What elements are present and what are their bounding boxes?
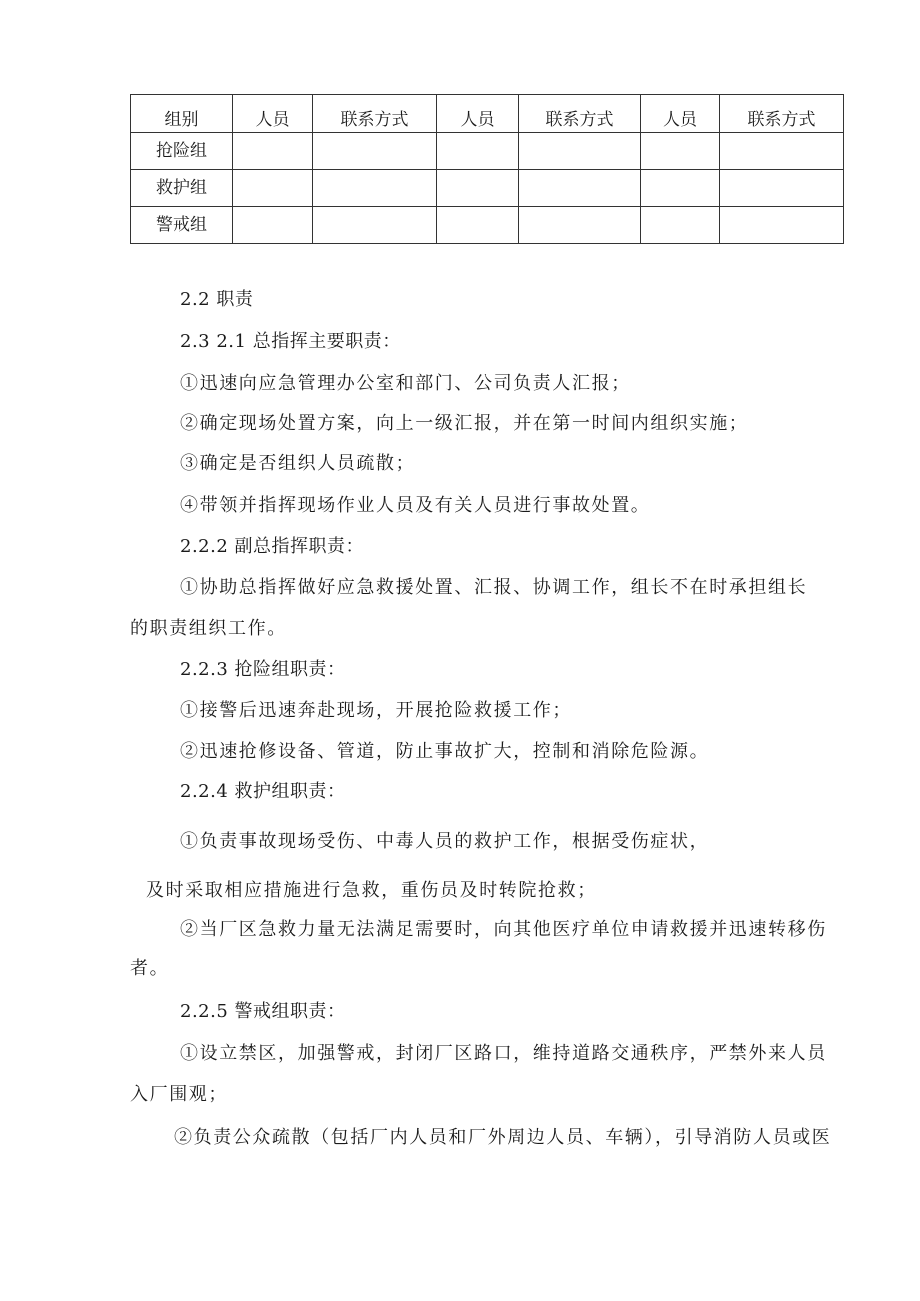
section-heading: 2.2.2 副总指挥职责：	[180, 536, 365, 557]
section-heading: 2.3 2.1 总指挥主要职责：	[180, 331, 401, 352]
table-cell	[641, 133, 720, 170]
paragraph-line: ②负责公众疏散（包括厂内人员和厂外周边人员、车辆），引导消防人员或医	[174, 1127, 832, 1148]
table-cell	[641, 207, 720, 244]
table-cell	[313, 133, 437, 170]
table-cell	[720, 207, 844, 244]
paragraph-line: 及时采取相应措施进行急救，重伤员及时转院抢救；	[146, 880, 597, 901]
paragraph-line: ②确定现场处置方案，向上一级汇报，并在第一时间内组织实施；	[180, 413, 749, 434]
table-cell	[233, 207, 313, 244]
table-cell	[720, 133, 844, 170]
table-cell	[313, 207, 437, 244]
paragraph-line: ①设立禁区，加强警戒，封闭厂区路口，维持道路交通秩序，严禁外来人员	[180, 1043, 827, 1064]
paragraph-line: 入厂围观；	[130, 1084, 228, 1105]
paragraph-line: ②当厂区急救力量无法满足需要时，向其他医疗单位申请救援并迅速转移伤	[180, 919, 827, 940]
table-row	[131, 170, 844, 207]
header-contact-1: 联系方式	[313, 95, 437, 133]
table-cell	[233, 133, 313, 170]
paragraph-line: ②迅速抢修设备、管道，防止事故扩大，控制和消除危险源。	[180, 741, 710, 762]
paragraph-line: ③确定是否组织人员疏散；	[180, 453, 416, 474]
section-heading: 2.2.5 警戒组职责：	[180, 1001, 346, 1022]
table-cell	[519, 207, 641, 244]
header-person-3: 人员	[641, 95, 720, 133]
header-contact-3: 联系方式	[720, 95, 844, 133]
section-heading: 2.2.3 抢险组职责：	[180, 659, 346, 680]
table-cell	[313, 170, 437, 207]
table-cell	[641, 170, 720, 207]
emergency-staff-table	[130, 94, 844, 244]
row-group-label: 警戒组	[131, 207, 233, 244]
header-contact-2: 联系方式	[519, 95, 641, 133]
table-cell	[519, 133, 641, 170]
paragraph-line: ①迅速向应急管理办公室和部门、公司负责人汇报；	[180, 373, 631, 394]
table-header-row	[131, 95, 844, 133]
table-cell	[720, 170, 844, 207]
table-cell	[233, 170, 313, 207]
table-row	[131, 133, 844, 170]
row-group-label: 救护组	[131, 170, 233, 207]
row-group-label: 抢险组	[131, 133, 233, 170]
header-person-2: 人员	[437, 95, 519, 133]
section-heading: 2.2.4 救护组职责：	[180, 781, 346, 802]
table-cell	[437, 207, 519, 244]
section-heading: 2.2 职责	[180, 289, 254, 310]
paragraph-line: 者。	[130, 958, 170, 979]
paragraph-line: ①接警后迅速奔赴现场，开展抢险救援工作；	[180, 700, 572, 721]
header-person-1: 人员	[233, 95, 313, 133]
table-row	[131, 207, 844, 244]
table-cell	[437, 170, 519, 207]
table-cell	[437, 133, 519, 170]
header-group: 组别	[131, 95, 233, 133]
paragraph-line: ①负责事故现场受伤、中毒人员的救护工作，根据受伤症状，	[180, 831, 710, 852]
table-cell	[519, 170, 641, 207]
paragraph-line: ④带领并指挥现场作业人员及有关人员进行事故处置。	[180, 495, 651, 516]
paragraph-line: 的职责组织工作。	[130, 618, 287, 639]
paragraph-line: ①协助总指挥做好应急救援处置、汇报、协调工作，组长不在时承担组长	[180, 577, 808, 598]
